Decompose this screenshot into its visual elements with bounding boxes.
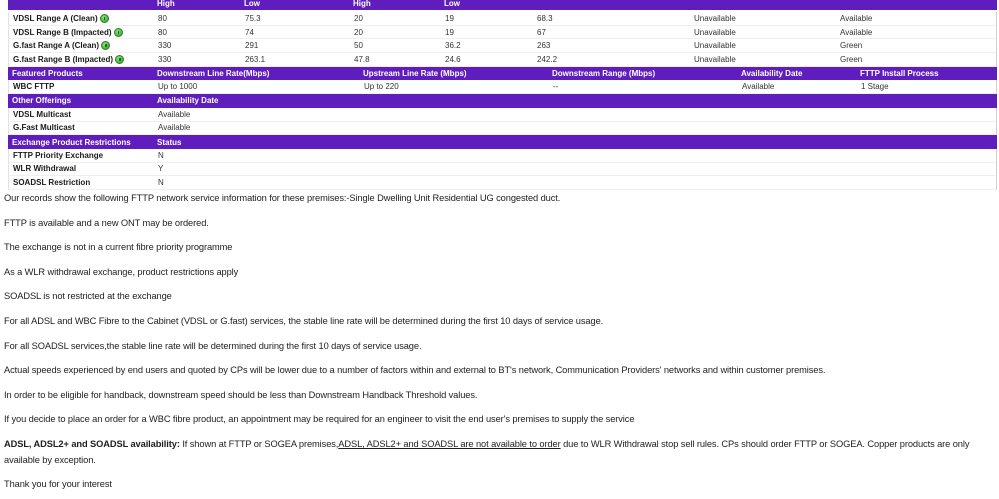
- info-paragraph: If you decide to place an order for a WBC fibre product, an appointment may be required for an engineer to visit the end user's premises to supply the service: [4, 414, 635, 425]
- speed-value-cell: 291: [245, 41, 259, 51]
- column-header: Availability Date: [157, 96, 219, 106]
- column-header: Downstream Line Rate(Mbps): [157, 69, 270, 79]
- restriction-row: [8, 176, 997, 190]
- info-paragraph: Actual speeds experienced by end users and quoted by CPs will be lower due to a number of factors within and external to BT's network, Communication Providers' networks and within customer premises.: [4, 365, 826, 376]
- availability-text: If shown at FTTP or SOGEA premises,: [182, 438, 339, 449]
- status-cell: Unavailable: [694, 27, 736, 37]
- speed-value-cell: 330: [158, 54, 172, 64]
- speed-table-header: [8, 0, 997, 10]
- row-label: G.Fast Multicast: [13, 123, 75, 133]
- service-information-notes: [0, 190, 993, 493]
- speed-row: [8, 53, 997, 67]
- speed-value-cell: 80: [158, 27, 167, 37]
- product-name: VDSL Range B (Impacted): [13, 27, 112, 37]
- speed-value-cell: 24.6: [445, 54, 461, 64]
- green-indicator-icon[interactable]: [115, 55, 124, 64]
- offering-row: [8, 122, 997, 136]
- speed-value-cell: 330: [158, 41, 172, 51]
- restriction-row: [8, 149, 997, 163]
- speed-value-cell: 19: [445, 27, 454, 37]
- section-title: Exchange Product Restrictions: [12, 137, 131, 147]
- info-paragraph: The exchange is not in a current fibre priority programme: [4, 242, 233, 253]
- column-header: Status: [157, 137, 182, 147]
- downstream-line-rate-cell: Up to 1000: [158, 82, 198, 92]
- availability-underlined-text: ADSL, ADSL2+ and SOADSL are not available to order: [338, 438, 561, 449]
- status-cell: Available: [840, 13, 873, 23]
- info-paragraph: FTTP is available and a new ONT may be ordered.: [4, 217, 209, 228]
- section-title: Featured Products: [12, 69, 83, 79]
- column-header: Upstream Line Rate (Mbps): [363, 69, 467, 79]
- speed-value-cell: 263.1: [245, 54, 266, 64]
- other-offerings-header: [8, 94, 997, 108]
- offering-row: [8, 108, 997, 122]
- availability-paragraph: [4, 436, 991, 468]
- status-cell: Y: [158, 164, 164, 174]
- row-label: VDSL Multicast: [13, 109, 72, 119]
- row-label: [9, 28, 154, 37]
- speed-value-cell: 20: [354, 13, 363, 23]
- info-paragraph: As a WLR withdrawal exchange, product restrictions apply: [4, 266, 239, 277]
- status-cell: N: [158, 150, 164, 160]
- column-header-high: High: [353, 0, 371, 8]
- column-header-low: Low: [244, 0, 260, 8]
- row-label: SOADSL Restriction: [13, 178, 91, 188]
- status-cell: N: [158, 178, 164, 188]
- status-cell: Green: [840, 41, 863, 51]
- row-label: [9, 55, 154, 64]
- row-label: [9, 14, 154, 23]
- featured-products-header: [8, 67, 997, 81]
- availability-date-cell: Available: [158, 109, 191, 119]
- exchange-restrictions-header: [8, 135, 997, 149]
- speed-row: [8, 26, 997, 40]
- column-header: Downstream Range (Mbps): [552, 69, 656, 79]
- column-header: FTTP Install Process: [860, 69, 939, 79]
- column-header: Availability Date: [741, 69, 803, 79]
- speed-value-cell: 47.8: [354, 54, 370, 64]
- info-paragraph: In order to be eligible for handback, downstream speed should be less than Downstream Handback Threshold values.: [4, 389, 478, 400]
- row-label: [9, 41, 154, 50]
- product-name: G.fast Range B (Impacted): [13, 54, 114, 64]
- status-cell: Available: [840, 27, 873, 37]
- downstream-range-cell: --: [553, 82, 559, 92]
- info-paragraph: Our records show the following FTTP network service information for these premises:-Single Dwelling Unit Residential UG congested duct.: [4, 192, 561, 203]
- row-label: FTTP Priority Exchange: [13, 150, 104, 160]
- upstream-line-rate-cell: Up to 220: [364, 82, 399, 92]
- green-indicator-icon[interactable]: [101, 41, 110, 50]
- speed-value-cell: 242.2: [537, 54, 558, 64]
- speed-value-cell: 74: [245, 27, 254, 37]
- speed-value-cell: 80: [158, 13, 167, 23]
- speed-value-cell: 263: [537, 41, 551, 51]
- row-label: WBC FTTP: [13, 82, 55, 92]
- featured-product-row: [8, 80, 997, 94]
- status-cell: Unavailable: [694, 13, 736, 23]
- product-name: VDSL Range A (Clean): [13, 13, 98, 23]
- speed-value-cell: 75.3: [245, 13, 261, 23]
- speed-value-cell: 50: [354, 41, 363, 51]
- status-cell: Unavailable: [694, 41, 736, 51]
- speed-value-cell: 36.2: [445, 41, 461, 51]
- info-paragraph: For all SOADSL services,the stable line rate will be determined during the first 10 days of service usage.: [4, 340, 422, 351]
- green-indicator-icon[interactable]: [100, 14, 109, 23]
- speed-value-cell: 68.3: [537, 13, 553, 23]
- availability-date-cell: Available: [158, 123, 191, 133]
- info-paragraph: For all ADSL and WBC Fibre to the Cabinet (VDSL or G.fast) services, the stable line rate will be determined during the first 10 days of service usage.: [4, 315, 604, 326]
- availability-text: due to WLR Withdrawal stop sell rules. CPs should order FTTP or SOGEA. Copper products are only available by exception.: [4, 438, 970, 465]
- speed-value-cell: 67: [537, 27, 546, 37]
- section-title: Other Offerings: [12, 96, 72, 106]
- product-name: G.fast Range A (Clean): [13, 41, 100, 51]
- closing-message: Thank you for your interest: [4, 479, 112, 490]
- speed-value-cell: 20: [354, 27, 363, 37]
- green-indicator-icon[interactable]: [114, 28, 123, 37]
- availability-date-cell: Available: [742, 82, 775, 92]
- status-cell: Unavailable: [694, 54, 736, 64]
- row-label: WLR Withdrawal: [13, 164, 77, 174]
- speed-row: [8, 39, 997, 53]
- column-header-low: Low: [444, 0, 460, 8]
- column-header-high: High: [157, 0, 175, 8]
- install-process-cell: 1 Stage: [861, 82, 889, 92]
- availability-heading: ADSL, ADSL2+ and SOADSL availability:: [4, 438, 180, 449]
- speed-value-cell: 19: [445, 13, 454, 23]
- info-paragraph: SOADSL is not restricted at the exchange: [4, 291, 172, 302]
- broadband-results-tables: [8, 0, 997, 190]
- restriction-row: [8, 163, 997, 177]
- status-cell: Green: [840, 54, 863, 64]
- speed-row: [8, 12, 997, 26]
